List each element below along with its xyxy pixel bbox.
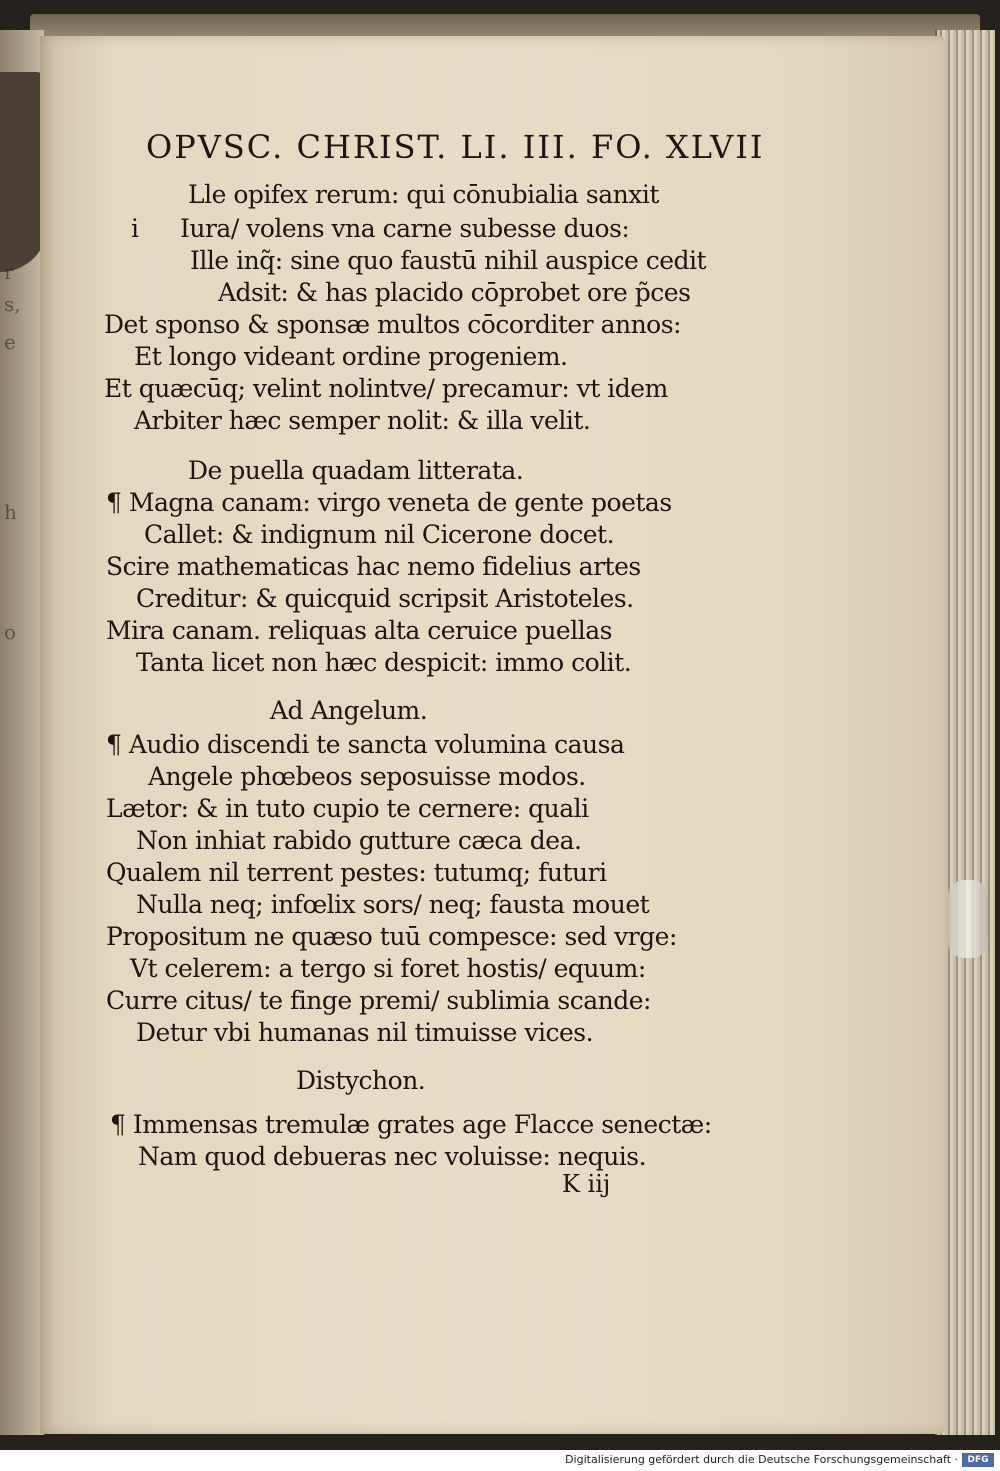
bleed-mark: r <box>4 260 14 284</box>
bleed-mark: e <box>4 330 16 354</box>
poem-title: Distychon. <box>296 1066 426 1095</box>
poem-line: ¶ Immensas tremulæ grates age Flacce senectæ: <box>110 1110 712 1139</box>
poem-line: Lle opifex rerum: qui cōnubialia sanxit <box>188 180 659 209</box>
poem-line: Propositum ne quæso tuū compesce: sed vrge: <box>106 922 677 951</box>
poem-line: Creditur: & quicquid scripsit Aristoteles. <box>136 584 634 613</box>
running-head: OPVSC. CHRIST. LI. III. FO. XLVII <box>146 128 765 166</box>
bleed-mark: o <box>4 620 17 644</box>
dfg-logo: DFG <box>962 1453 994 1467</box>
poem-line: Tanta licet non hæc despicit: immo colit. <box>136 648 632 677</box>
poem-title: Ad Angelum. <box>270 696 428 725</box>
poem-line: ¶ Audio discendi te sancta volumina causa <box>106 730 625 759</box>
poem-line: Et longo videant ordine progeniem. <box>134 342 568 371</box>
poem-line: ¶ Magna canam: virgo veneta de gente poetas <box>106 488 672 517</box>
poem-line: Vt celerem: a tergo si foret hostis/ equum: <box>130 954 646 983</box>
poem-line: Ille inq̃: sine quo faustū nihil auspice cedit <box>190 246 707 275</box>
poem-line: Nulla neq; infœlix sors/ neq; fausta mouet <box>136 890 650 919</box>
bleed-mark: h <box>4 500 17 524</box>
poem-line: Arbiter hæc semper nolit: & illa velit. <box>134 406 591 435</box>
poem-title: De puella quadam litterata. <box>188 456 524 485</box>
poem-line: Et quæcūq; velint nolintve/ precamur: vt idem <box>104 374 668 403</box>
bleed-mark: s, <box>4 292 21 316</box>
poem-line: Nam quod debueras nec voluisse: nequis. <box>138 1142 647 1171</box>
poem-line: Adsit: & has placido cōprobet ore p̃ces <box>218 278 691 307</box>
poem-line: Angele phœbeos seposuisse modos. <box>148 762 586 791</box>
poem-line: Scire mathematicas hac nemo fidelius artes <box>106 552 641 581</box>
poem-line: Det sponso & sponsæ multos cōcorditer annos: <box>104 310 681 339</box>
footer-bar <box>0 1450 1000 1471</box>
poem-line: Iura/ volens vna carne subesse duos: <box>180 214 630 243</box>
poem-line: Detur vbi humanas nil timuisse vices. <box>136 1018 594 1047</box>
poem-line: Mira canam. reliquas alta ceruice puellas <box>106 616 612 645</box>
footer-credit: Digitalisierung gefördert durch die Deutsche Forschungsgemeinschaft · <box>565 1453 958 1466</box>
poem-line: Lætor: & in tuto cupio te cernere: quali <box>106 794 589 823</box>
poem-line: Qualem nil terrent pestes: tutumq; futuri <box>106 858 607 887</box>
poem-line: Curre citus/ te finge premi/ sublimia scande: <box>106 986 651 1015</box>
poem-line: Non inhiat rabido gutture cæca dea. <box>136 826 582 855</box>
margin-mark: i <box>131 214 139 243</box>
signature-mark: K iij <box>562 1170 611 1198</box>
poem-line: Callet: & indignum nil Cicerone docet. <box>144 520 615 549</box>
